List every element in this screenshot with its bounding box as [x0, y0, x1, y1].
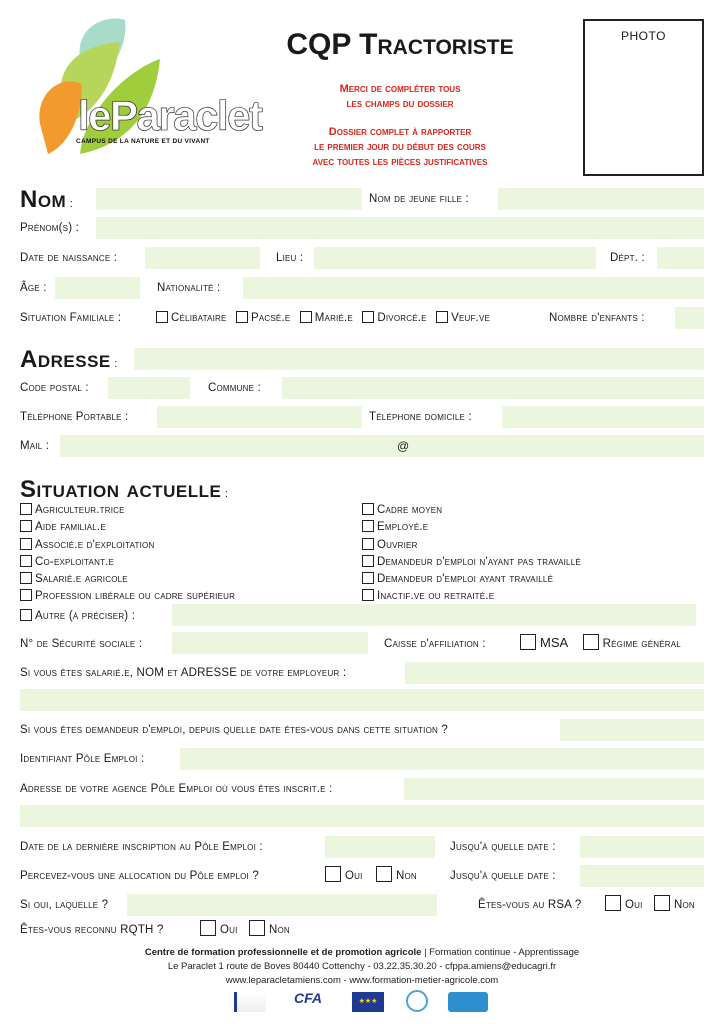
footer-line1: Centre de formation professionnelle et de promotion agricole | Formation continue - Apprentissage — [144, 947, 580, 958]
logo — [20, 14, 262, 164]
si-oui-field[interactable] — [127, 894, 437, 916]
commune-label: Commune : — [208, 382, 261, 394]
notice-complete: Merci de compléter tous les champs du dossier — [339, 83, 461, 110]
page-title: CQP Tractoriste — [286, 28, 514, 61]
code-postal-label: Code postal : — [20, 382, 89, 394]
checkbox-employe[interactable]: Employé.e — [362, 519, 581, 536]
checkbox-inactif[interactable]: Inactif.ve ou retraité.e — [362, 588, 581, 605]
agence-field-1[interactable] — [404, 778, 704, 800]
checkbox-celibataire[interactable]: Célibataire — [156, 312, 227, 324]
checkbox-allocation-non[interactable]: Non — [376, 870, 417, 882]
photo-box[interactable] — [583, 19, 704, 176]
jusqua-field-1[interactable] — [580, 836, 704, 858]
checkbox-rsa-non[interactable]: Non — [654, 899, 695, 911]
eu-stars-icon: ★★★ — [358, 998, 378, 1005]
checkbox-ouvrier[interactable]: Ouvrier — [362, 537, 581, 554]
footer-address: Le Paraclet 1 route de Boves 80440 Cottenchy - 03.22.35.30.20 - cfppa.amiens@educagri.fr — [167, 961, 557, 972]
nom-jeune-fille-label: Nom de jeune fille : — [369, 193, 469, 205]
situation-left-options — [20, 502, 235, 606]
caisse-label: Caisse d'affiliation : — [384, 638, 486, 650]
tel-domicile-label: Téléphone domicile : — [369, 411, 472, 423]
checkbox-demandeur-sans[interactable]: Demandeur d'emploi n'ayant pas travaillé — [362, 554, 581, 571]
checkbox-aide-familial[interactable]: Aide familial.e — [20, 519, 235, 536]
tel-domicile-field[interactable] — [502, 406, 704, 428]
nom-field[interactable] — [96, 188, 362, 210]
commune-field[interactable] — [282, 377, 704, 399]
checkbox-allocation-oui[interactable]: Oui — [325, 870, 363, 882]
autre-row: Autre (à préciser) : — [20, 609, 135, 622]
allocation-label: Percevez-vous une allocation du Pôle emploi ? — [20, 870, 259, 882]
checkbox-rqth-non[interactable]: Non — [249, 924, 290, 936]
jusqua-label-2: Jusqu'à quelle date : — [450, 870, 556, 882]
region-logo — [448, 992, 488, 1012]
checkbox-profession-liberale[interactable]: Profession libérale ou cadre supérieur — [20, 588, 235, 605]
agence-field-2[interactable] — [20, 805, 704, 827]
logo-tagline: CAMPUS DE LA NATURE ET DU VIVANT — [76, 138, 210, 145]
dept-label: Dépt. : — [610, 252, 645, 264]
lieu-label: Lieu : — [276, 252, 304, 264]
europe-logo — [352, 992, 384, 1012]
jusqua-field-2[interactable] — [580, 865, 704, 887]
checkbox-pacse[interactable]: Pacsé.e — [236, 312, 290, 324]
date-naissance-label: Date de naissance : — [20, 252, 118, 264]
checkbox-veuf[interactable]: Veuf.ve — [436, 312, 490, 324]
checkbox-cadre-moyen[interactable]: Cadre moyen — [362, 502, 581, 519]
adresse-field[interactable] — [134, 348, 704, 370]
footer-websites: www.leparacletamiens.com - www.formation-metier-agricole.com — [225, 975, 499, 986]
date-naissance-field[interactable] — [145, 247, 260, 269]
employeur-field-2[interactable] — [20, 689, 704, 711]
tel-portable-field[interactable] — [157, 406, 362, 428]
at-sign: @ — [397, 439, 410, 453]
jusqua-label-1: Jusqu'à quelle date : — [450, 841, 556, 853]
rqth-options — [200, 920, 290, 936]
caisse-options — [520, 634, 681, 652]
prenoms-field[interactable] — [96, 217, 704, 239]
checkbox-divorce[interactable]: Divorcé.e — [362, 312, 426, 324]
logo-brand: leParaclet — [78, 92, 262, 139]
secu-field[interactable] — [172, 632, 368, 654]
checkbox-autre[interactable] — [20, 609, 32, 621]
nationalite-field[interactable] — [243, 277, 704, 299]
si-oui-label: Si oui, laquelle ? — [20, 899, 109, 911]
employeur-field-1[interactable] — [405, 662, 704, 684]
mail-field[interactable] — [60, 435, 704, 457]
mail-label: Mail : — [20, 440, 50, 452]
rsa-label: Êtes-vous au RSA ? — [478, 899, 582, 911]
dept-field[interactable] — [657, 247, 704, 269]
checkbox-marie[interactable]: Marié.e — [300, 312, 353, 324]
employeur-label: Si vous êtes salarié.e, NOM et ADRESSE de votre employeur : — [20, 667, 347, 679]
notice-dossier: Dossier complet à rapporter le premier jour du début des cours avec toutes les pièces justificatives — [312, 126, 488, 168]
nationalite-label: Nationalité : — [157, 282, 221, 294]
marianne-logo — [406, 990, 428, 1012]
situation-right-options — [362, 502, 581, 606]
checkbox-co-exploitant[interactable]: Co-exploitant.e — [20, 554, 235, 571]
secu-label: N° de Sécurité sociale : — [20, 638, 143, 650]
code-postal-field[interactable] — [108, 377, 190, 399]
demandeur-field[interactable] — [560, 719, 704, 741]
derniere-inscription-field[interactable] — [325, 836, 435, 858]
nombre-enfants-label: Nombre d'enfants : — [549, 312, 645, 324]
checkbox-rqth-oui[interactable]: Oui — [200, 924, 238, 936]
identifiant-label: Identifiant Pôle Emploi : — [20, 753, 145, 765]
lieu-field[interactable] — [314, 247, 596, 269]
prenoms-label: Prénom(s) : — [20, 222, 80, 234]
autre-field[interactable] — [172, 604, 696, 626]
age-field[interactable] — [55, 277, 140, 299]
checkbox-agriculteur[interactable]: Agriculteur.trice — [20, 502, 235, 519]
cfa-logo: CFA — [294, 990, 322, 1006]
agence-label: Adresse de votre agence Pôle Emploi où vous êtes inscrit.e : — [20, 783, 333, 795]
checkbox-associe[interactable]: Associé.e d'exploitation — [20, 537, 235, 554]
checkbox-regime-general[interactable]: Régime général — [583, 638, 681, 650]
rqth-label: Êtes-vous reconnu RQTH ? — [20, 924, 164, 936]
situation-heading: Situation actuelle : — [20, 476, 229, 503]
derniere-inscription-label: Date de la dernière inscription au Pôle Emploi : — [20, 841, 263, 853]
age-label: Âge : — [20, 282, 47, 294]
checkbox-rsa-oui[interactable]: Oui — [605, 899, 643, 911]
photo-label: PHOTO — [621, 29, 666, 43]
nombre-enfants-field[interactable] — [675, 307, 704, 329]
situation-familiale-options — [156, 311, 490, 324]
checkbox-msa[interactable]: MSA — [520, 635, 568, 650]
checkbox-demandeur-avec[interactable]: Demandeur d'emploi ayant travaillé — [362, 571, 581, 588]
situation-familiale-label: Situation Familiale : — [20, 312, 122, 324]
adresse-heading: Adresse : — [20, 346, 118, 373]
checkbox-salarie-agricole[interactable]: Salarié.e agricole — [20, 571, 235, 588]
nom-jeune-fille-field[interactable] — [498, 188, 704, 210]
tel-portable-label: Téléphone Portable : — [20, 411, 129, 423]
demandeur-label: Si vous êtes demandeur d'emploi, depuis quelle date êtes-vous dans cette situation ? — [20, 724, 448, 736]
rsa-options — [605, 895, 695, 911]
allocation-options — [325, 866, 417, 882]
footer-logos — [234, 990, 494, 1014]
republique-logo — [234, 992, 266, 1012]
identifiant-field[interactable] — [180, 748, 704, 770]
nom-label: Nom : — [20, 186, 74, 213]
